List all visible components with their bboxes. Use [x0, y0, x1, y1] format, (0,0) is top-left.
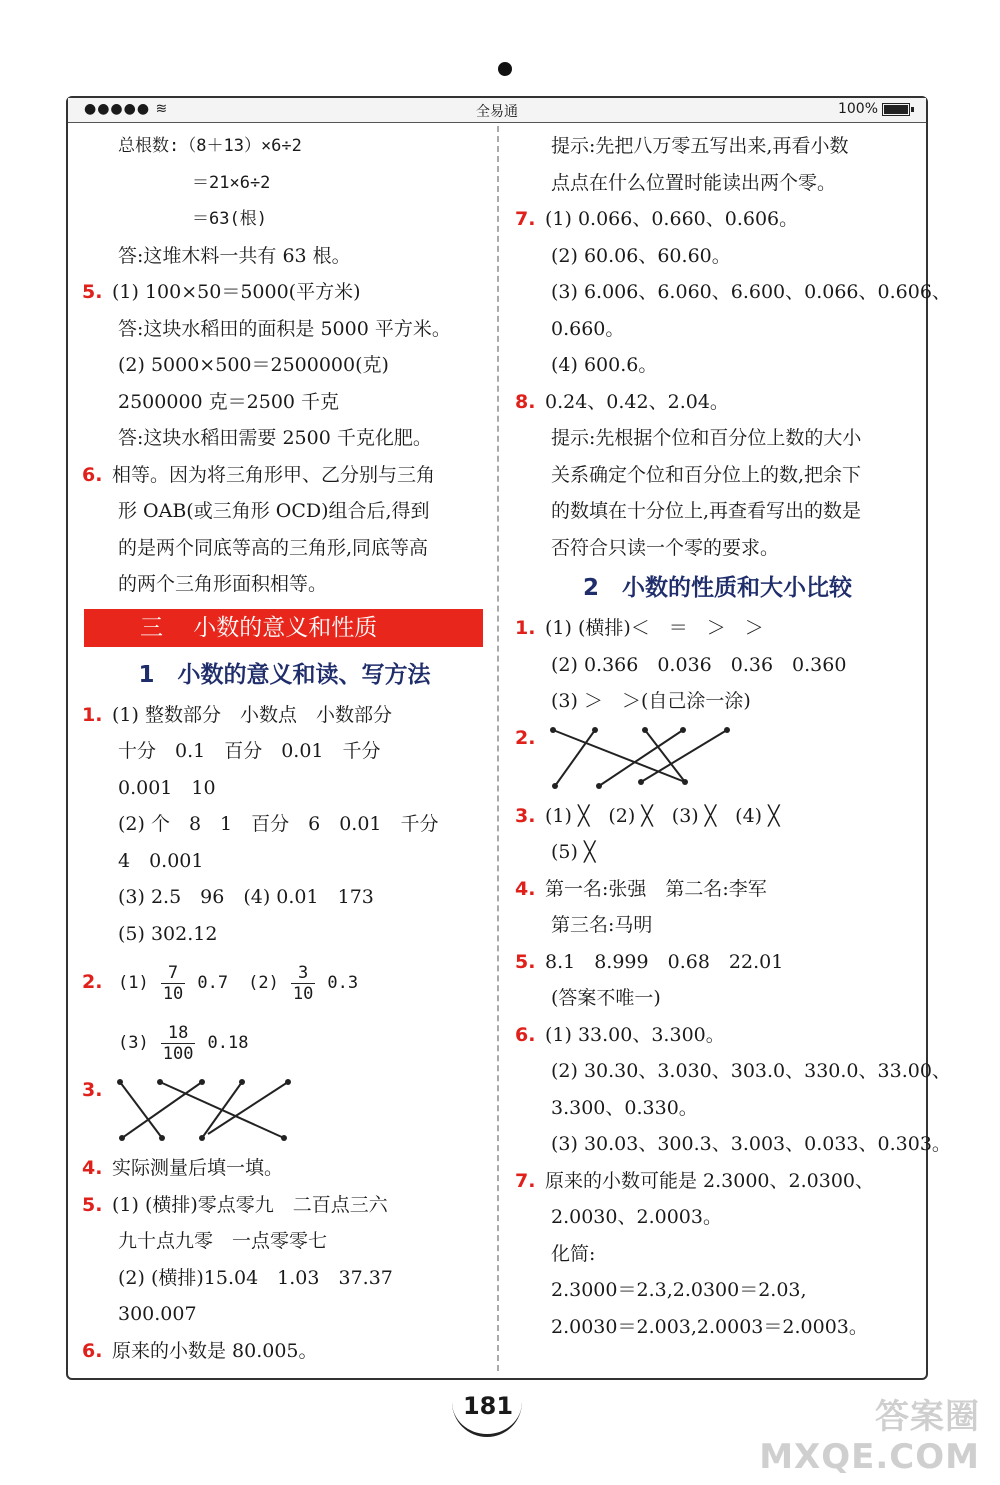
answer-line — [82, 347, 487, 384]
answer-text: (1) (横排)＜ ＝ ＞ ＞ — [545, 617, 764, 639]
answer-text: 2.0030、2.0003。 — [551, 1206, 722, 1228]
answer-text: (3) ＞ ＞(自己涂一涂) — [551, 690, 751, 712]
answer-text: (2) 60.06、60.60。 — [551, 244, 731, 267]
answer-line — [82, 201, 487, 238]
answer-text: 4 0.001 — [118, 849, 204, 872]
battery-text: 100% — [837, 101, 878, 117]
battery-indicator — [838, 101, 910, 117]
answer-line — [515, 384, 920, 421]
answer-text: 原来的小数可能是 2.3000、2.0300、 — [545, 1169, 875, 1192]
question-number: 7. — [515, 1169, 536, 1192]
answer-text: 0.24、0.42、2.04。 — [545, 390, 729, 413]
answer-text: 实际测量后填一填。 — [112, 1157, 284, 1179]
answer-line — [515, 1017, 920, 1054]
question-number: 4. — [515, 877, 536, 900]
question-number: 8. — [515, 390, 536, 413]
answer-line — [515, 311, 920, 348]
answer-text: 相等。因为将三角形甲、乙分别与三角 — [112, 463, 436, 486]
numerator: 3 — [291, 963, 315, 984]
camera-dot — [498, 62, 512, 76]
question-number: 2. — [82, 971, 103, 993]
answer-line — [515, 1126, 951, 1163]
watermark — [759, 1397, 980, 1477]
answer-text: (1) 100×50＝5000(平方米) — [112, 281, 361, 303]
answer-text: 0.660。 — [551, 317, 625, 340]
numerator: 18 — [161, 1023, 196, 1044]
answer-text: (3) 30.03、300.3、3.003、0.033、0.303。 — [551, 1133, 951, 1155]
answer-text: 化简: — [551, 1242, 596, 1265]
denominator: 10 — [162, 983, 184, 1004]
answer-text: 的是两个同底等高的三角形,同底等高 — [118, 536, 429, 559]
answer-text: 答:这堆木料一共有 63 根。 — [118, 244, 351, 267]
answer-text: 原来的小数是 80.005。 — [112, 1339, 318, 1362]
answer-text: 答:这块水稻田的面积是 5000 平方米。 — [118, 317, 451, 340]
status-title: 全易通 — [476, 104, 518, 120]
answer-text: 第三名:马明 — [551, 914, 653, 936]
answer-line — [515, 1309, 920, 1346]
question-number: 3. — [515, 804, 536, 827]
q2-part-2-label: (2) — [248, 973, 279, 993]
question-number: 1. — [82, 703, 103, 726]
answer-line — [515, 165, 920, 202]
question-number: 6. — [82, 463, 103, 486]
answer-line — [82, 843, 487, 880]
question-number: 5. — [82, 1193, 103, 1216]
answer-line — [515, 907, 920, 944]
answer-line — [82, 1333, 487, 1370]
answer-line — [82, 916, 487, 953]
q2-value-1: 0.7 — [197, 973, 229, 993]
page-number: 181 — [462, 1392, 514, 1420]
battery-icon — [882, 103, 910, 116]
answer-line — [515, 1090, 920, 1127]
answer-line — [515, 871, 920, 908]
answer-text: 形 OAB(或三角形 OCD)组合后,得到 — [118, 500, 430, 522]
chapter-banner: 三 小数的意义和性质 — [84, 609, 483, 647]
answer-text: (3) 2.5 96 (4) 0.01 173 — [118, 886, 374, 908]
answer-text: (1) 0.066、0.660、0.606。 — [545, 208, 799, 230]
answer-line — [82, 457, 487, 494]
answer-text: 九十点九零 一点零零七 — [118, 1230, 328, 1252]
answer-line — [515, 647, 920, 684]
watermark-line-2: MXQE.COM — [759, 1437, 980, 1477]
answer-line — [82, 238, 487, 275]
answer-text: (1) (横排)零点零九 二百点三六 — [112, 1193, 388, 1216]
answer-line — [515, 274, 951, 311]
answer-line — [82, 806, 487, 843]
right-answers-bottom — [515, 798, 951, 1346]
answer-text: 2500000 克＝2500 千克 — [118, 390, 340, 413]
answer-line — [515, 944, 920, 981]
answer-line — [515, 420, 920, 457]
answer-text: (2) 0.366 0.036 0.36 0.360 — [551, 653, 847, 676]
q2-part-1-label: (1) — [118, 973, 149, 993]
answer-text: ＝21×6÷2 — [192, 172, 271, 193]
answer-text: 提示:先根据个位和百分位上数的大小 — [551, 427, 862, 449]
answer-text: (2) 30.30、3.030、303.0、330.0、33.00、 — [551, 1060, 951, 1082]
answer-line — [515, 347, 920, 384]
answer-text: 十分 0.1 百分 0.01 千分 — [118, 740, 381, 762]
answer-text: 3.300、0.330。 — [551, 1096, 698, 1119]
left-answers-top — [82, 128, 487, 603]
question-number: 6. — [515, 1023, 536, 1046]
right-answers-mid — [515, 610, 920, 720]
denominator: 10 — [292, 983, 314, 1004]
signal-indicator: ●●●●● ≋ — [84, 101, 169, 117]
answer-line — [515, 238, 920, 275]
answer-text: 提示:先把八万零五写出来,再看小数 — [551, 135, 849, 157]
answer-line — [82, 165, 487, 202]
status-bar — [68, 98, 926, 123]
answer-text: (2) (横排)15.04 1.03 37.37 — [118, 1266, 393, 1289]
answer-line — [82, 566, 487, 603]
answer-text: (答案不唯一) — [551, 987, 661, 1009]
answer-line — [82, 128, 487, 165]
answer-line — [82, 1260, 487, 1297]
watermark-line-1: 答案圈 — [875, 1397, 980, 1437]
denominator: 100 — [162, 1043, 194, 1064]
question-number: 6. — [82, 1339, 103, 1362]
answer-line — [82, 879, 487, 916]
right-answers-top — [515, 128, 951, 566]
answer-text: 答:这块水稻田需要 2500 千克化肥。 — [118, 427, 432, 449]
answer-text: (2) 个 8 1 百分 6 0.01 千分 — [118, 813, 439, 835]
answer-line — [515, 610, 920, 647]
answer-line — [82, 1223, 487, 1260]
question-number: 5. — [515, 950, 536, 973]
question-2-part-3 — [82, 1012, 487, 1072]
left-column — [82, 128, 487, 1369]
matching-lines-diagram — [112, 1076, 312, 1146]
answer-text: 关系确定个位和百分位上的数,把余下 — [551, 463, 862, 486]
answer-line — [82, 770, 487, 807]
answer-line — [515, 530, 920, 567]
answer-line — [515, 457, 920, 494]
numerator: 7 — [161, 963, 185, 984]
answer-text: 8.1 8.999 0.68 22.01 — [545, 950, 784, 973]
question-2 — [82, 952, 487, 1012]
answer-line — [515, 834, 920, 871]
answer-line — [515, 980, 920, 1017]
answer-text: 的数填在十分位上,再查看写出的数是 — [551, 500, 862, 522]
matching-lines-diagram — [545, 724, 745, 794]
question-2-right — [515, 720, 920, 798]
answer-line — [515, 1163, 920, 1200]
left-answers-bottom — [82, 1150, 487, 1369]
answer-text: (5) 302.12 — [118, 922, 218, 945]
column-divider — [497, 126, 499, 1371]
answer-text: (1) ╳ (2) ╳ (3) ╳ (4) ╳ — [545, 804, 780, 827]
q2-value-3: 0.18 — [207, 1033, 249, 1053]
answer-text: 第一名:张强 第二名:李军 — [545, 877, 767, 900]
question-number: 1. — [515, 617, 536, 639]
question-number: 3. — [82, 1079, 103, 1101]
answer-text: 的两个三角形面积相等。 — [118, 573, 328, 595]
answer-text: 2.0030＝2.003,2.0003＝2.0003。 — [551, 1315, 868, 1338]
answer-text: 0.001 10 — [118, 776, 216, 799]
answer-line — [82, 311, 487, 348]
answer-text: (5) ╳ — [551, 841, 596, 863]
answer-line — [515, 1272, 920, 1309]
answer-line — [515, 493, 920, 530]
answer-line — [515, 128, 920, 165]
question-number: 7. — [515, 208, 536, 230]
question-number: 5. — [82, 281, 103, 303]
question-3 — [82, 1072, 487, 1150]
answer-text: (1) 整数部分 小数点 小数部分 — [112, 703, 392, 726]
answer-line — [515, 683, 920, 720]
answer-text: 300.007 — [118, 1303, 197, 1325]
answer-text: 2.3000＝2.3,2.0300＝2.03, — [551, 1279, 807, 1301]
question-number: 4. — [82, 1157, 103, 1179]
answer-line — [515, 798, 920, 835]
answer-line — [82, 274, 487, 311]
answer-line — [82, 493, 487, 530]
answer-line — [82, 1150, 487, 1187]
answer-text: (4) 600.6。 — [551, 354, 658, 376]
q2-value-2: 0.3 — [327, 973, 359, 993]
answer-text: ＝63(根) — [192, 209, 267, 229]
answer-line — [515, 1236, 920, 1273]
answer-text: 否符合只读一个零的要求。 — [551, 536, 780, 559]
q2-part-3-label: (3) — [118, 1033, 149, 1053]
section-title-2: 2 小数的性质和大小比较 — [582, 575, 852, 601]
answer-line — [515, 1199, 920, 1236]
answer-text: (3) 6.006、6.060、6.600、0.066、0.606、 — [551, 281, 951, 303]
answer-line — [82, 1187, 487, 1224]
answer-line — [82, 384, 487, 421]
answer-line — [82, 1296, 487, 1333]
question-number: 2. — [515, 726, 536, 749]
fraction-18-100 — [161, 1023, 196, 1064]
fraction-7-10 — [161, 963, 185, 1004]
answer-line — [82, 733, 487, 770]
left-answers-mid — [82, 697, 487, 953]
answer-line — [82, 697, 487, 734]
fraction-3-10 — [291, 963, 315, 1004]
answer-text: 总根数:（8＋13）×6÷2 — [118, 136, 302, 156]
answer-text: 点点在什么位置时能读出两个零。 — [551, 171, 837, 194]
right-column — [515, 128, 951, 1345]
answer-line — [515, 1053, 951, 1090]
section-title-1: 1 小数的意义和读、写方法 — [138, 661, 431, 688]
answer-text: (2) 5000×500＝2500000(克) — [118, 354, 389, 376]
answer-text: (1) 33.00、3.300。 — [545, 1023, 725, 1046]
answer-line — [515, 201, 920, 238]
answer-line — [82, 530, 487, 567]
answer-line — [82, 420, 487, 457]
